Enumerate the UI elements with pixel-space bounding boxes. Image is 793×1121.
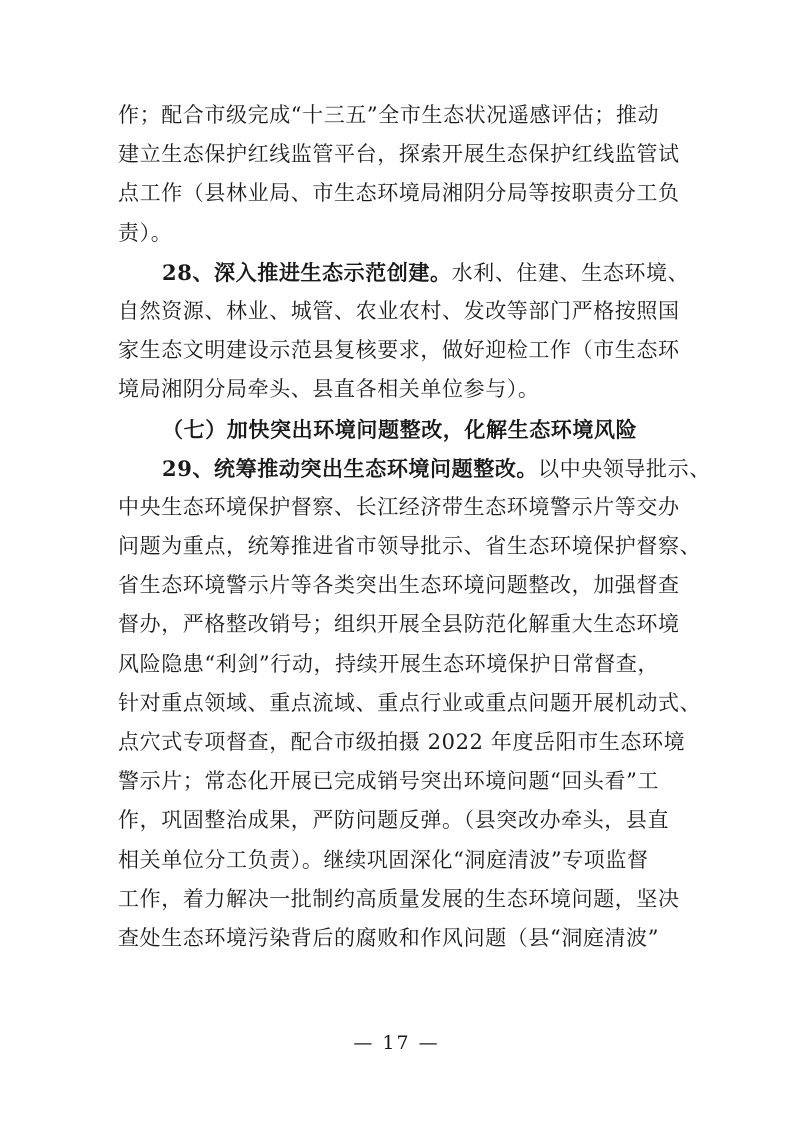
page-number: — 17 — — [353, 1032, 440, 1054]
text-line: 自然资源、林业、城管、农业农村、发改等部门严格按照国 — [118, 298, 680, 323]
text-line: 点工作（县林业局、市生态环境局湘阴分局等按职责分工负 — [118, 181, 680, 206]
text-line: 相关单位分工负责）。继续巩固深化“洞庭清波”专项监督 — [118, 847, 649, 872]
text-line: 点穴式专项督查，配合市级拍摄 2022 年度岳阳市生态环境 — [118, 730, 686, 754]
text-line: 风险隐患“利剑”行动，持续开展生态环境保护日常督查， — [118, 651, 660, 676]
text-line: 查处生态环境污染背后的腐败和作风问题（县“洞庭清波” — [118, 925, 660, 950]
text-line: 问题为重点，统筹推进省市领导批示、省生态环境保护督察、 — [118, 534, 702, 559]
body-text — [118, 96, 711, 958]
item-29-heading: 29、统筹推动突出生态环境问题整改。 — [162, 455, 539, 481]
text-line: 工作，着力解决一批制约高质量发展的生态环境问题，坚决 — [118, 886, 680, 911]
section-7-heading: （七）加快突出环境问题整改，化解生态环境风险 — [162, 416, 638, 442]
item-28-text: 水利、住建、生态环境、 — [451, 260, 690, 285]
item-29-first-line — [118, 449, 711, 488]
item-29-text: 以中央领导批示、 — [538, 456, 711, 481]
text-line: 督办，严格整改销号；组织开展全县防范化解重大生态环境 — [118, 612, 680, 637]
item-28-heading: 28、深入推进生态示范创建。 — [162, 259, 452, 285]
text-line: 警示片；常态化开展已完成销号突出环境问题“回头看”工 — [118, 769, 660, 794]
text-line: 作；配合市级完成“十三五”全市生态状况遥感评估；推动 — [118, 103, 660, 127]
text-line: 建立生态保护红线监管平台，探索开展生态保护红线监管试 — [118, 142, 680, 167]
text-line: 中央生态环境保护督察、长江经济带生态环境警示片等交办 — [118, 494, 680, 519]
text-line: 境局湘阴分局牵头、县直各相关单位参与）。 — [118, 377, 540, 402]
text-line: 省生态环境警示片等各类突出生态环境问题整改，加强督查 — [118, 573, 680, 598]
text-line: 责）。 — [118, 220, 173, 245]
text-line: 家生态文明建设示范县复核要求，做好迎检工作（市生态环 — [118, 338, 680, 363]
text-line: 针对重点领域、重点流域、重点行业或重点问题开展机动式、 — [118, 690, 702, 715]
item-28-first-line — [118, 253, 690, 292]
text-line: 作，巩固整治成果，严防问题反弹。（县突改办牵头，县直 — [118, 808, 670, 833]
